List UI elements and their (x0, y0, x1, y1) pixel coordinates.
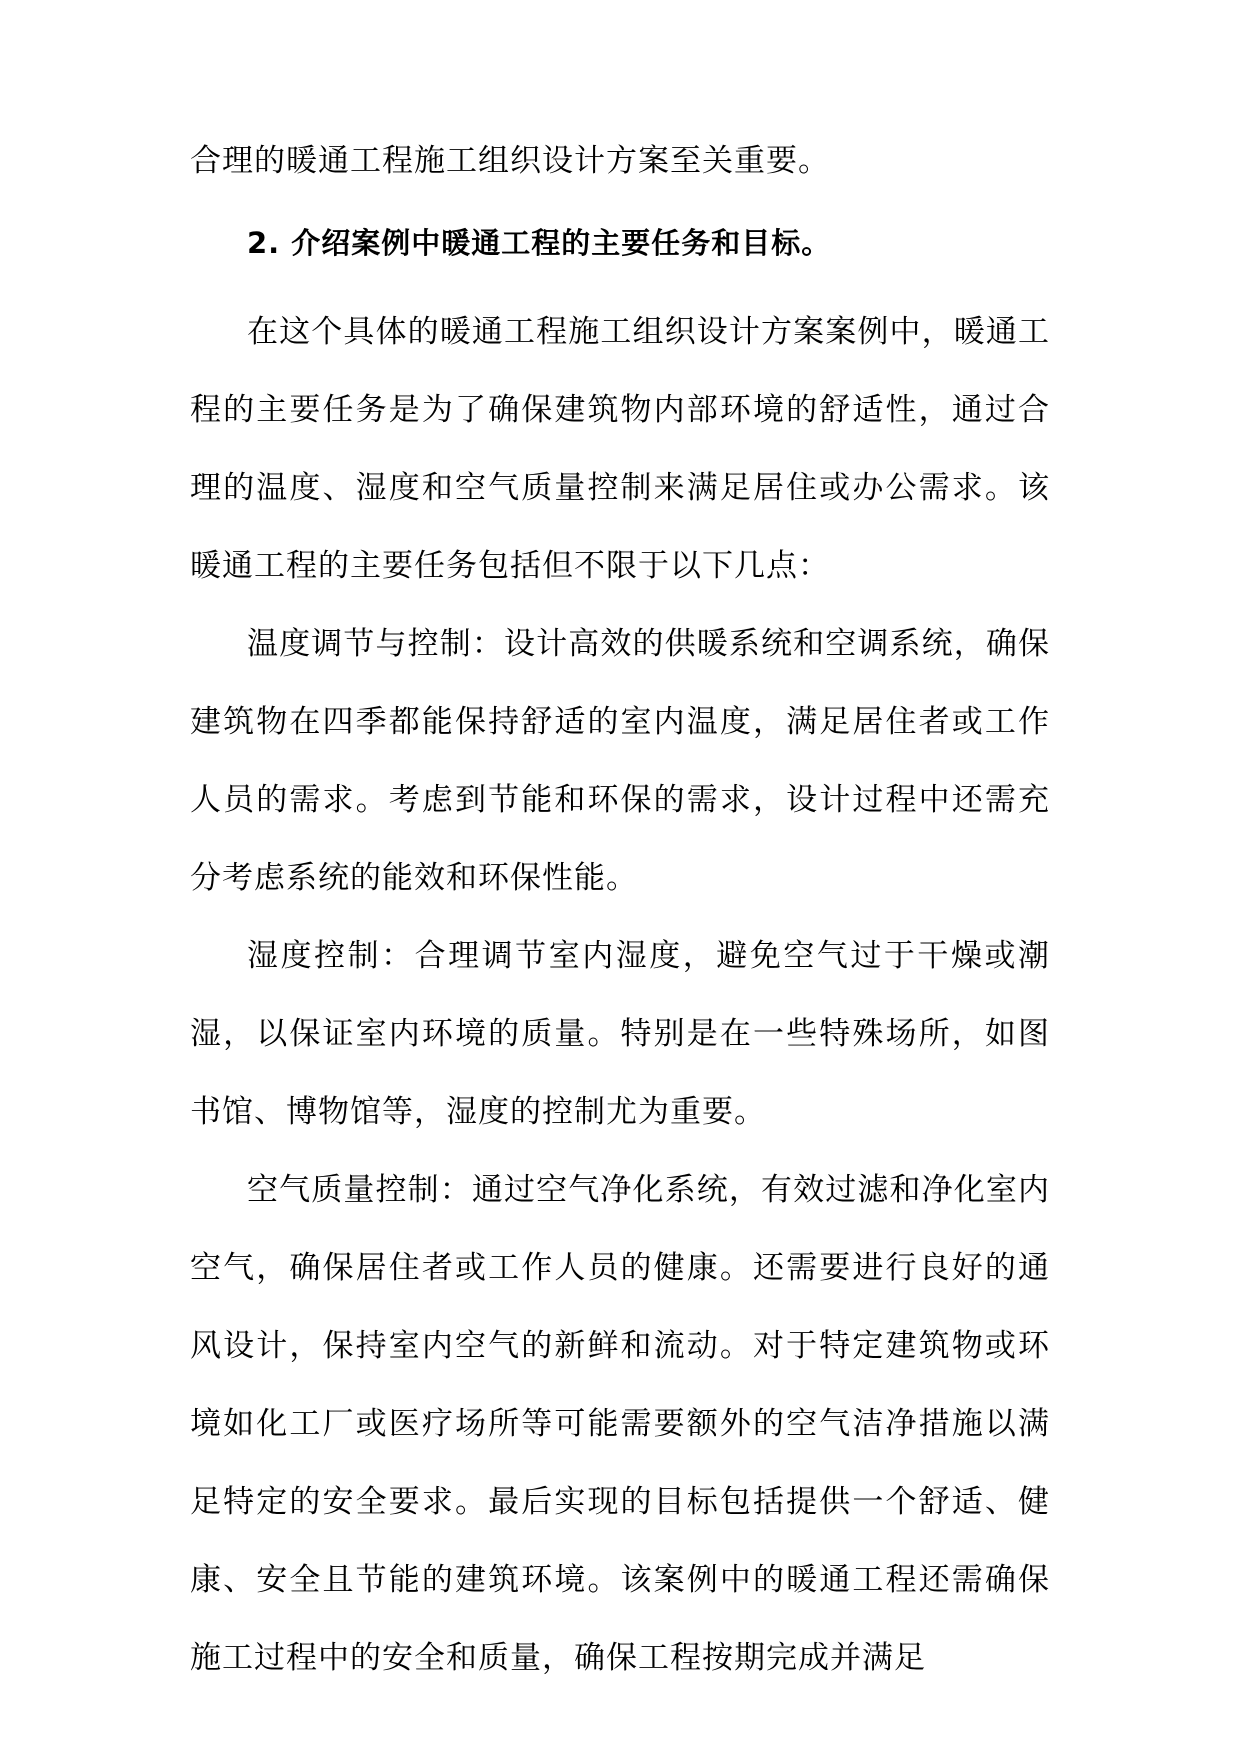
paragraph-temperature-control: 温度调节与控制：设计高效的供暖系统和空调系统，确保建筑物在四季都能保持舒适的室内温度，满足居住者或工作人员的需求。考虑到节能和环保的需求，设计过程中还需充分考虑系统的能效和环保性能。 (190, 626, 1050, 896)
paragraph-main-tasks: 在这个具体的暖通工程施工组织设计方案案例中，暖通工程的主要任务是为了确保建筑物内部环境的舒适性，通过合理的温度、湿度和空气质量控制来满足居住或办公需求。该暖通工程的主要任务包括但不限于以下几点： (190, 314, 1050, 584)
section-heading: 2. 介绍案例中暖通工程的主要任务和目标。 (247, 226, 832, 260)
document-page (190, 141, 1050, 1697)
paragraph-air-quality-control: 空气质量控制：通过空气净化系统，有效过滤和净化室内空气，确保居住者或工作人员的健康。还需要进行良好的通风设计，保持室内空气的新鲜和流动。对于特定建筑物或环境如化工厂或医疗场所等可能需要额外的空气洁净措施以满足特定的安全要求。最后实现的目标包括提供一个舒适、健康、安全且节能的建筑环境。该案例中的暖通工程还需确保施工过程中的安全和质量，确保工程按期完成并满足 (190, 1172, 1050, 1676)
paragraph-humidity-control: 湿度控制：合理调节室内湿度，避免空气过于干燥或潮湿，以保证室内环境的质量。特别是在一些特殊场所，如图书馆、博物馆等，湿度的控制尤为重要。 (190, 938, 1050, 1130)
paragraph-intro-continuation: 合理的暖通工程施工组织设计方案至关重要。 (190, 143, 830, 179)
